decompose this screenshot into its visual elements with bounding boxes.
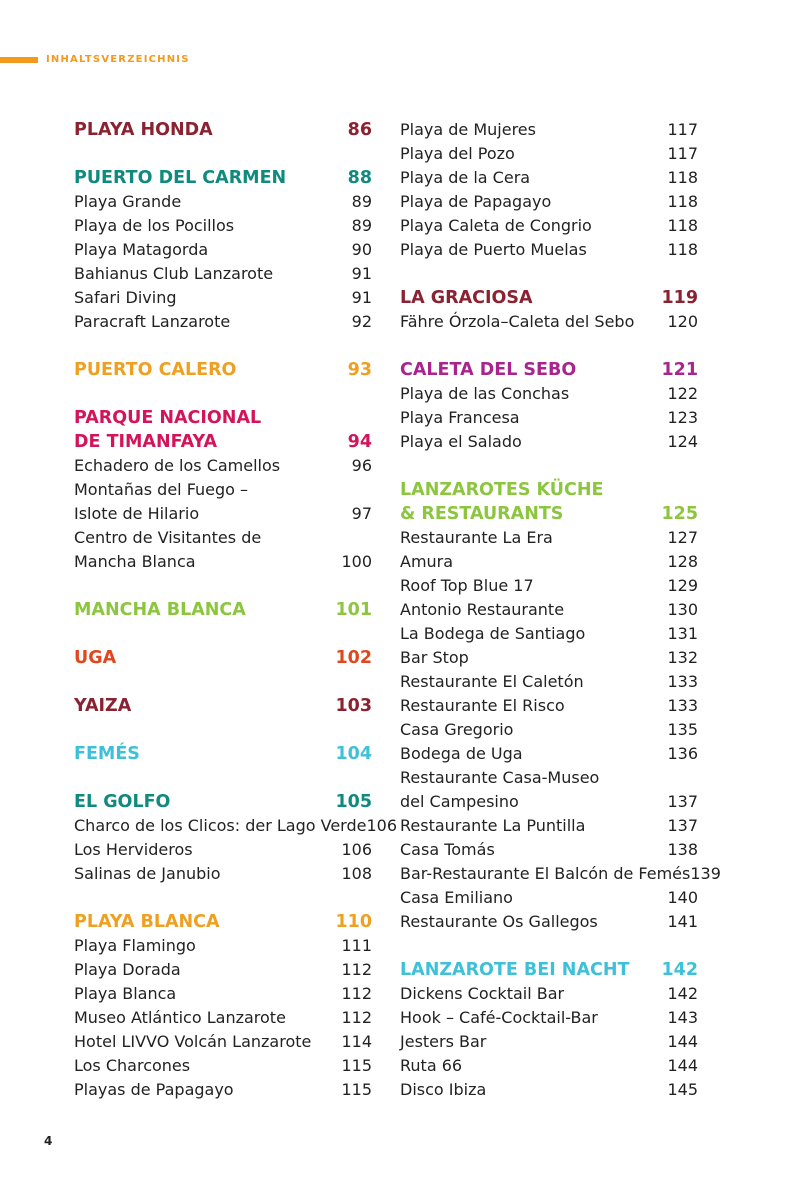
entry-title: Playa Matagorda [74, 240, 209, 259]
toc-section-heading[interactable] [74, 910, 372, 934]
entry-page-number: 118 [667, 192, 698, 211]
toc-entry[interactable] [400, 814, 698, 838]
section-title: PLAYA BLANCA [74, 912, 220, 932]
entry-page-number: 144 [667, 1032, 698, 1051]
toc-entry[interactable] [400, 550, 698, 574]
entry-page-number: 135 [667, 720, 698, 739]
entry-page-number: 91 [351, 288, 372, 307]
entry-title: Playa de los Pocillos [74, 216, 235, 235]
toc-section-heading[interactable] [400, 502, 698, 526]
entry-title: del Campesino [400, 792, 519, 811]
entry-page-number: 114 [341, 1032, 372, 1051]
toc-section-heading[interactable] [74, 790, 372, 814]
section-page-number: 93 [347, 360, 372, 380]
entry-title: Montañas del Fuego – [74, 480, 249, 499]
entry-title: Restaurante Casa-Museo [400, 768, 600, 787]
entry-title: Los Hervideros [74, 840, 193, 859]
entry-title: Playa Grande [74, 192, 182, 211]
toc-entry[interactable] [400, 118, 698, 142]
toc-entry[interactable] [400, 910, 698, 934]
toc-entry[interactable] [74, 478, 372, 502]
toc-entry[interactable] [400, 166, 698, 190]
entry-page-number: 123 [667, 408, 698, 427]
entry-title: Playa de Mujeres [400, 120, 536, 139]
entry-title: Playa Dorada [74, 960, 181, 979]
toc-entry[interactable] [400, 1054, 698, 1078]
toc-entry[interactable] [74, 286, 372, 310]
section-page-number: 105 [335, 792, 372, 812]
entry-title: Amura [400, 552, 454, 571]
entry-page-number: 129 [667, 576, 698, 595]
toc-right-column [400, 118, 721, 1102]
entry-page-number: 132 [667, 648, 698, 667]
toc-entry[interactable] [400, 742, 698, 766]
entry-page-number: 120 [667, 312, 698, 331]
toc-entry[interactable] [400, 694, 698, 718]
toc-section-heading[interactable] [74, 166, 372, 190]
toc-entry[interactable] [74, 550, 372, 574]
entry-title: Restaurante El Risco [400, 696, 565, 715]
section-page-number: 110 [335, 912, 372, 932]
toc-entry[interactable] [74, 982, 372, 1006]
entry-page-number: 89 [351, 216, 372, 235]
entry-page-number: 115 [341, 1056, 372, 1075]
entry-title: Restaurante El Caletón [400, 672, 584, 691]
toc-section-heading[interactable] [74, 358, 372, 382]
entry-page-number: 127 [667, 528, 698, 547]
entry-title: Bahianus Club Lanzarote [74, 264, 274, 283]
entry-page-number: 106 [341, 840, 372, 859]
toc-section-heading[interactable] [400, 286, 698, 310]
entry-title: Playa Flamingo [74, 936, 196, 955]
section-title: DE TIMANFAYA [74, 432, 217, 452]
entry-title: Playa Francesa [400, 408, 520, 427]
section-page-number: 119 [661, 288, 698, 308]
entry-page-number: 118 [667, 168, 698, 187]
toc-section-heading[interactable] [74, 742, 372, 766]
section-page-number: 121 [661, 360, 698, 380]
toc-section-heading[interactable] [74, 430, 372, 454]
toc-entry[interactable] [74, 934, 372, 958]
section-page-number: 86 [347, 120, 372, 140]
toc-entry[interactable] [74, 1078, 372, 1102]
entry-page-number: 128 [667, 552, 698, 571]
entry-page-number: 108 [341, 864, 372, 883]
entry-page-number: 140 [667, 888, 698, 907]
entry-title: Dickens Cocktail Bar [400, 984, 565, 1003]
section-page-number: 125 [661, 504, 698, 524]
entry-page-number: 133 [667, 696, 698, 715]
entry-title: Fähre Órzola–Caleta del Sebo [400, 312, 635, 331]
section-title: CALETA DEL SEBO [400, 360, 577, 380]
entry-title: Hook – Café-Cocktail-Bar [400, 1008, 598, 1027]
toc-section-heading[interactable] [74, 694, 372, 718]
entry-page-number: 133 [667, 672, 698, 691]
entry-title: Mancha Blanca [74, 552, 196, 571]
toc-entry[interactable] [74, 526, 372, 550]
entry-page-number: 90 [351, 240, 372, 259]
entry-title: Centro de Visitantes de [74, 528, 262, 547]
entry-title: Museo Atlántico Lanzarote [74, 1008, 286, 1027]
section-title: LANZAROTES KÜCHE [400, 480, 604, 500]
entry-title: Playas de Papagayo [74, 1080, 234, 1099]
entry-title: Playa de Puerto Muelas [400, 240, 587, 259]
entry-title: Hotel LIVVO Volcán Lanzarote [74, 1032, 312, 1051]
toc-entry[interactable] [400, 382, 698, 406]
toc-entry[interactable] [74, 238, 372, 262]
entry-title: Ruta 66 [400, 1056, 463, 1075]
entry-title: Playa del Pozo [400, 144, 515, 163]
toc-entry[interactable] [400, 886, 698, 910]
entry-page-number: 91 [351, 264, 372, 283]
toc-entry[interactable] [400, 862, 721, 886]
entry-page-number: 118 [667, 240, 698, 259]
toc-entry[interactable] [74, 1006, 372, 1030]
section-title: PUERTO CALERO [74, 360, 237, 380]
section-page-number: 104 [335, 744, 372, 764]
toc-entry[interactable] [74, 862, 372, 886]
entry-title: Restaurante La Puntilla [400, 816, 586, 835]
section-page-number: 102 [335, 648, 372, 668]
entry-title: Charco de los Clicos: der Lago Verde [74, 816, 367, 835]
entry-title: Islote de Hilario [74, 504, 200, 523]
entry-page-number: 131 [667, 624, 698, 643]
entry-title: Bar-Restaurante El Balcón de Femés [400, 864, 691, 883]
entry-title: Playa de Papagayo [400, 192, 552, 211]
toc-entry[interactable] [74, 502, 372, 526]
entry-title: Disco Ibiza [400, 1080, 487, 1099]
entry-title: Jesters Bar [400, 1032, 487, 1051]
entry-page-number: 111 [341, 936, 372, 955]
entry-title: Bodega de Uga [400, 744, 523, 763]
section-title: LANZAROTE BEI NACHT [400, 960, 630, 980]
entry-page-number: 118 [667, 216, 698, 235]
entry-title: Paracraft Lanzarote [74, 312, 231, 331]
section-title: FEMÉS [74, 744, 140, 764]
toc-entry[interactable] [400, 574, 698, 598]
entry-title: Antonio Restaurante [400, 600, 565, 619]
entry-title: Casa Tomás [400, 840, 495, 859]
toc-section-heading[interactable] [74, 118, 372, 142]
section-page-number: 101 [335, 600, 372, 620]
toc-entry[interactable] [400, 670, 698, 694]
toc-entry[interactable] [74, 190, 372, 214]
entry-page-number: 137 [667, 792, 698, 811]
entry-page-number: 143 [667, 1008, 698, 1027]
entry-title: Playa de las Conchas [400, 384, 570, 403]
toc-entry[interactable] [400, 406, 698, 430]
toc-entry[interactable] [74, 838, 372, 862]
toc-entry[interactable] [400, 214, 698, 238]
section-page-number: 94 [347, 432, 372, 452]
entry-page-number: 124 [667, 432, 698, 451]
entry-page-number: 96 [351, 456, 372, 475]
page-number: 4 [44, 1134, 53, 1148]
entry-title: Casa Emiliano [400, 888, 513, 907]
toc-entry[interactable] [400, 1006, 698, 1030]
toc-entry[interactable] [400, 142, 698, 166]
entry-page-number: 130 [667, 600, 698, 619]
toc-entry[interactable] [400, 430, 698, 454]
toc-section-heading[interactable] [74, 598, 372, 622]
entry-title: Playa el Salado [400, 432, 522, 451]
section-title: LA GRACIOSA [400, 288, 533, 308]
toc-section-heading[interactable] [400, 478, 698, 502]
toc-entry[interactable] [74, 958, 372, 982]
entry-page-number: 115 [341, 1080, 372, 1099]
entry-page-number: 117 [667, 120, 698, 139]
toc-entry[interactable] [400, 622, 698, 646]
entry-title: Playa Blanca [74, 984, 177, 1003]
entry-title: Casa Gregorio [400, 720, 514, 739]
toc-entry[interactable] [74, 310, 372, 334]
entry-page-number: 138 [667, 840, 698, 859]
toc-section-heading[interactable] [74, 406, 372, 430]
entry-page-number: 145 [667, 1080, 698, 1099]
toc-section-heading[interactable] [400, 358, 698, 382]
section-title: MANCHA BLANCA [74, 600, 246, 620]
section-page-number: 142 [661, 960, 698, 980]
entry-title: Salinas de Janubio [74, 864, 221, 883]
toc-entry[interactable] [400, 238, 698, 262]
section-title: YAIZA [74, 696, 132, 716]
entry-page-number: 92 [351, 312, 372, 331]
section-title: PARQUE NACIONAL [74, 408, 262, 428]
header-accent-bar [0, 57, 38, 63]
entry-page-number: 117 [667, 144, 698, 163]
entry-title: Roof Top Blue 17 [400, 576, 534, 595]
entry-page-number: 137 [667, 816, 698, 835]
entry-page-number: 122 [667, 384, 698, 403]
entry-title: Playa Caleta de Congrio [400, 216, 592, 235]
toc-entry[interactable] [74, 214, 372, 238]
toc-section-heading[interactable] [400, 958, 698, 982]
entry-page-number: 112 [341, 960, 372, 979]
entry-title: Safari Diving [74, 288, 177, 307]
toc-entry[interactable] [400, 526, 698, 550]
entry-title: Echadero de los Camellos [74, 456, 281, 475]
toc-entry[interactable] [400, 982, 698, 1006]
entry-page-number: 112 [341, 984, 372, 1003]
entry-page-number: 141 [667, 912, 698, 931]
header-label: INHALTSVERZEICHNIS [46, 54, 190, 65]
entry-title: Restaurante La Era [400, 528, 553, 547]
entry-page-number: 112 [341, 1008, 372, 1027]
toc-entry[interactable] [74, 1054, 372, 1078]
toc-entry[interactable] [400, 790, 698, 814]
entry-page-number: 106 [366, 816, 398, 835]
toc-section-heading[interactable] [74, 646, 372, 670]
entry-title: Restaurante Os Gallegos [400, 912, 598, 931]
toc-entry[interactable] [74, 262, 372, 286]
toc-entry[interactable] [400, 718, 698, 742]
section-title: PLAYA HONDA [74, 120, 213, 140]
section-title: UGA [74, 648, 117, 668]
section-page-number: 103 [335, 696, 372, 716]
section-title: PUERTO DEL CARMEN [74, 168, 287, 188]
section-title: EL GOLFO [74, 792, 171, 812]
toc-entry[interactable] [74, 1030, 372, 1054]
toc-entry[interactable] [400, 1078, 698, 1102]
toc-entry[interactable] [74, 454, 372, 478]
section-page-number: 88 [347, 168, 372, 188]
entry-title: La Bodega de Santiago [400, 624, 586, 643]
entry-page-number: 100 [341, 552, 372, 571]
entry-title: Playa de la Cera [400, 168, 531, 187]
toc-entry[interactable] [400, 598, 698, 622]
entry-page-number: 136 [667, 744, 698, 763]
entry-page-number: 142 [667, 984, 698, 1003]
entry-page-number: 97 [351, 504, 372, 523]
toc-entry[interactable] [74, 814, 398, 838]
toc-entry[interactable] [400, 838, 698, 862]
toc-entry[interactable] [400, 310, 698, 334]
entry-page-number: 139 [690, 864, 721, 883]
toc-left-column [74, 118, 398, 1102]
entry-page-number: 89 [351, 192, 372, 211]
toc-entry[interactable] [400, 1030, 698, 1054]
entry-page-number: 144 [667, 1056, 698, 1075]
section-title: & RESTAURANTS [400, 504, 564, 524]
toc-entry[interactable] [400, 190, 698, 214]
toc-entry[interactable] [400, 766, 698, 790]
entry-title: Bar Stop [400, 648, 469, 667]
entry-title: Los Charcones [74, 1056, 191, 1075]
toc-entry[interactable] [400, 646, 698, 670]
